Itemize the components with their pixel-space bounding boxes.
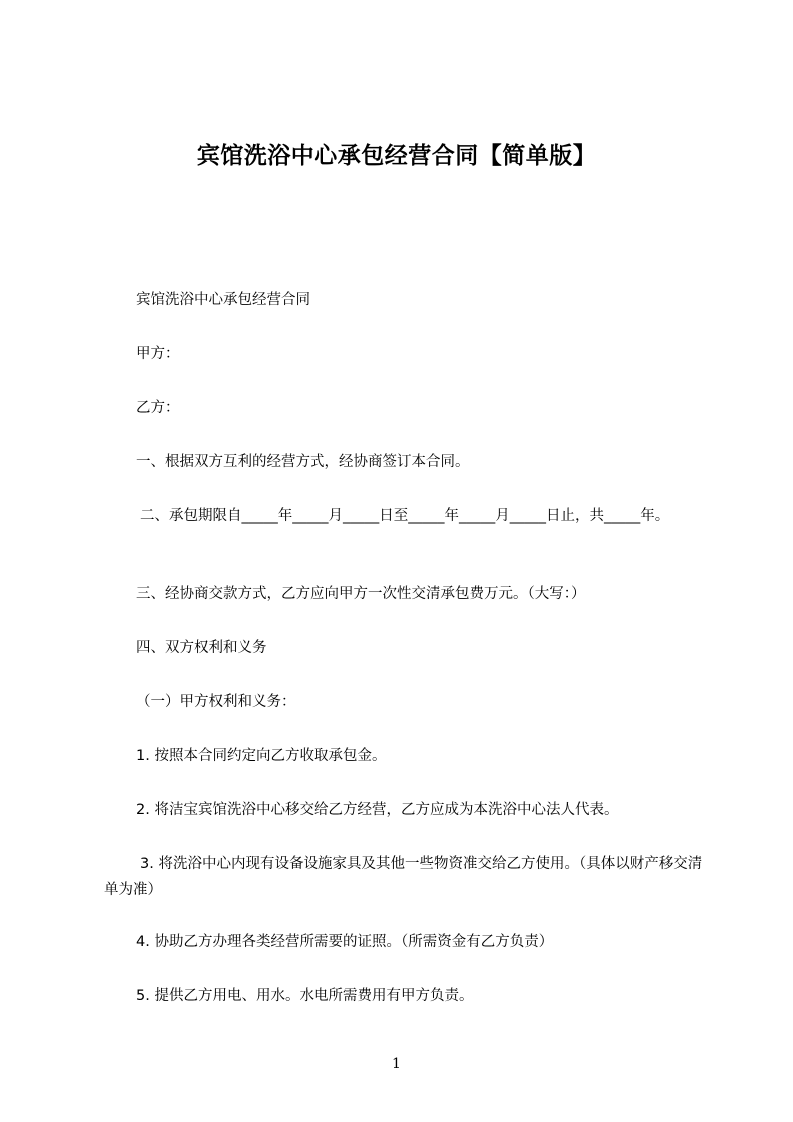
paragraph-section-a: （一）甲方权利和义务：: [136, 694, 296, 710]
paragraph-party-b: 乙方：: [136, 400, 180, 416]
document-title: 宾馆洗浴中心承包经营合同【简单版】: [196, 143, 597, 169]
paragraph-party-a: 甲方：: [136, 346, 180, 362]
paragraph-item-2: 2. 将洁宝宾馆洗浴中心移交给乙方经营，乙方应成为本洗浴中心法人代表。: [136, 802, 619, 818]
paragraph-clause-1: 一、根据双方互利的经营方式，经协商签订本合同。: [136, 454, 470, 470]
paragraph-item-3: 3. 将洗浴中心内现有设备设施家具及其他一些物资准交给乙方使用。（具体以财产移交清单为准）: [104, 856, 703, 898]
paragraph-clause-4: 四、双方权利和义务: [136, 640, 267, 656]
paragraph-item-4: 4. 协助乙方办理各类经营所需要的证照。（所需资金有乙方负责）: [136, 934, 554, 950]
paragraph-clause-3: 三、经协商交款方式，乙方应向甲方一次性交清承包费万元。（大写：）: [136, 586, 586, 602]
paragraph-item-5: 5. 提供乙方用电、用水。水电所需费用有甲方负责。: [136, 988, 474, 1004]
paragraph-item-1: 1. 按照本合同约定向乙方收取承包金。: [136, 748, 387, 764]
paragraph-clause-2: 二、承包期限自_____年_____月_____日至_____年_____月_____日止，共_____年。: [140, 508, 670, 524]
page-number: 1: [392, 1056, 401, 1072]
paragraph-contract-name: 宾馆洗浴中心承包经营合同: [136, 292, 310, 308]
